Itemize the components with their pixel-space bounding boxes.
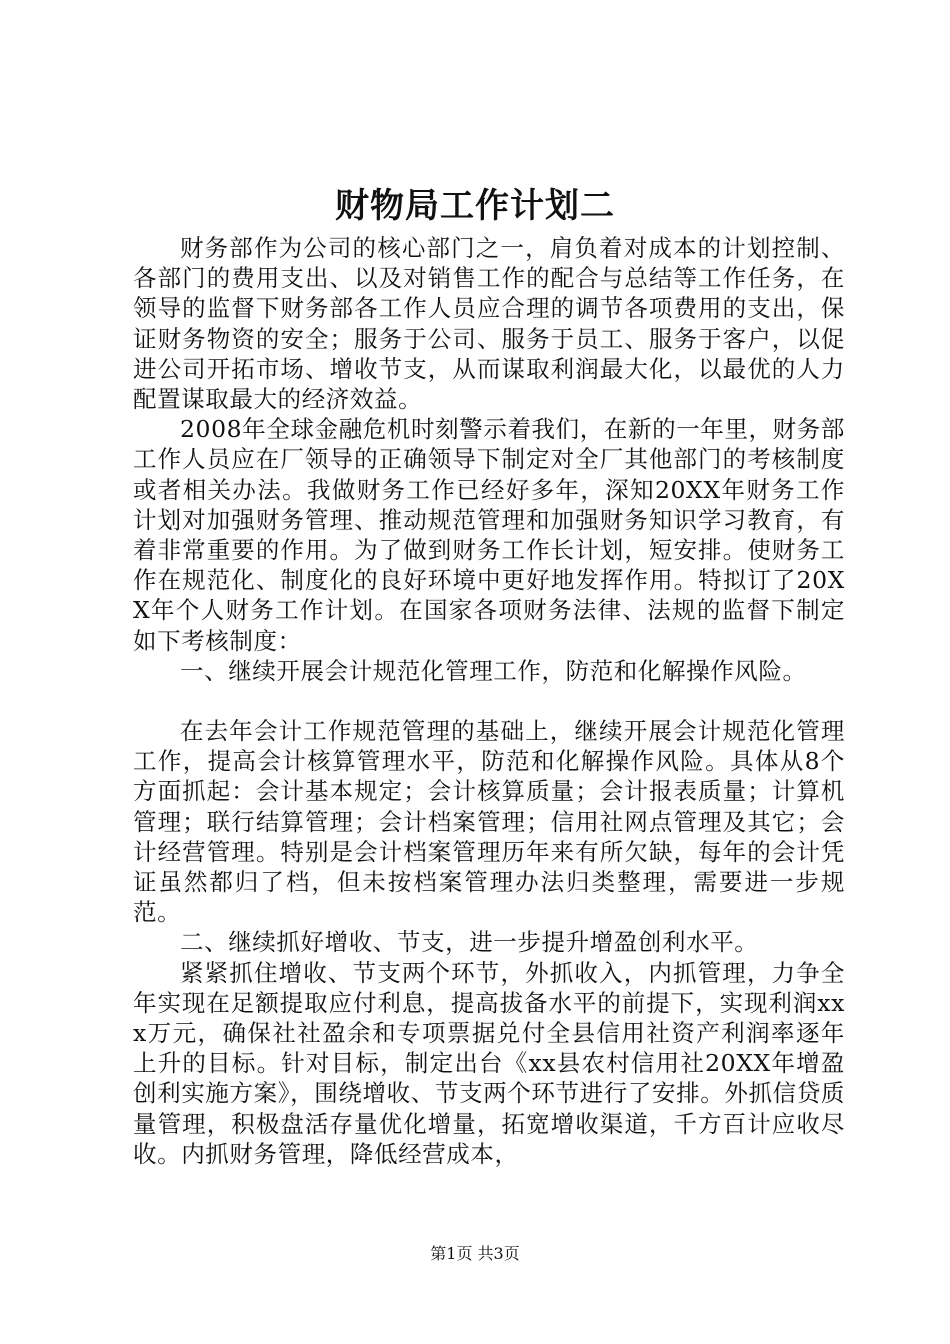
intro-paragraph: 财务部作为公司的核心部门之一，肩负着对成本的计划控制、各部门的费用支出、以及对销售工作的配合与总结等工作任务，在领导的监督下财务部各工作人员应合理的调节各项费用的支出，保证财务物资的安全；服务于公司、服务于员工、服务于客户，以促进公司开拓市场、增收节支，从而谋取利润最大化，以最优的人力配置谋取最大的经济效益。 [133, 234, 845, 414]
background-paragraph: 2008年全球金融危机时刻警示着我们，在新的一年里，财务部工作人员应在厂领导的正确领导下制定对全厂其他部门的考核制度或者相关办法。我做财务工作已经好多年，深知20XX年财务工作计划对加强财务管理、推动规范管理和加强财务知识学习教育，有着非常重要的作用。为了做到财务工作长计划，短安排。使财务工作在规范化、制度化的良好环境中更好地发挥作用。特拟订了20XX年个人财务工作计划。在国家各项财务法律、法规的监督下制定如下考核制度： [133, 415, 845, 655]
document-title: 财物局工作计划二 [335, 186, 615, 226]
section-heading-2: 二、继续抓好增收、节支，进一步提升增盈创利水平。 [180, 928, 759, 957]
document-body [133, 233, 845, 1169]
section-2-paragraph: 紧紧抓住增收、节支两个环节，外抓收入，内抓管理，力争全年实现在足额提取应付利息，提高拔备水平的前提下，实现利润xxx万元，确保社社盈余和专项票据兑付全县信用社资产利润率逐年上升的目标。针对目标，制定出台《xx县农村信用社20XX年增盈创利实施方案》，围绕增收、节支两个环节进行了安排。外抓信贷质量管理，积极盘活存量优化增量，拓宽增收渠道，千方百计应收尽收。内抓财务管理，降低经营成本， [133, 958, 845, 1168]
blank-line [133, 686, 845, 716]
section-heading-1: 一、继续开展会计规范化管理工作，防范和化解操作风险。 [180, 656, 807, 685]
section-1-paragraph: 在去年会计工作规范管理的基础上，继续开展会计规范化管理工作，提高会计核算管理水平，防范和化解操作风险。具体从8个方面抓起：会计基本规定；会计核算质量；会计报表质量；计算机管理；联行结算管理；会计档案管理；信用社网点管理及其它；会计经营管理。特别是会计档案管理历年来有所欠缺，每年的会计凭证虽然都归了档，但未按档案管理办法归类整理，需要进一步规范。 [133, 717, 845, 927]
page-number-footer: 第1页 共3页 [430, 1244, 520, 1263]
